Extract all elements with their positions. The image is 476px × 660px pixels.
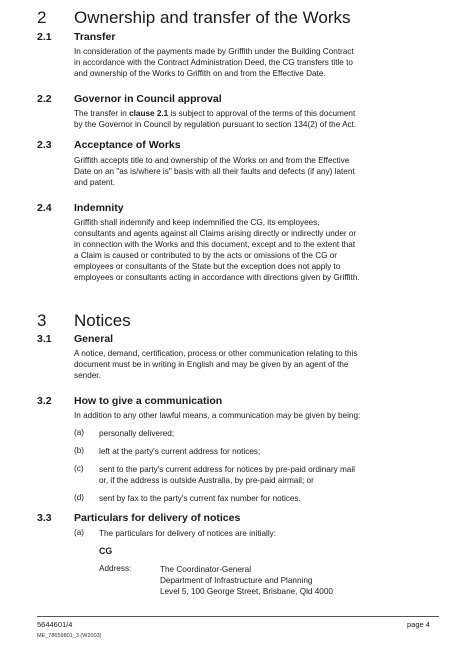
clause-number: 3.1 [37, 333, 52, 345]
body-line: in connection with the Works and this document, except and to the extent that [74, 240, 356, 249]
footer-rule [37, 616, 439, 617]
body-line: and patent. [74, 178, 115, 187]
clause-title: Particulars for delivery of notices [74, 512, 241, 524]
body-line: and ownership of the Works to Griffith on and from the Effective Date. [74, 69, 326, 78]
clause-number: 3.3 [37, 512, 52, 524]
list-item [99, 464, 409, 486]
list-item: left at the party's current address for notices; [99, 447, 261, 456]
body-text: The transfer in [74, 109, 130, 118]
list-item-line: or, if the address is outside Australia, by pre-paid airmail; or [99, 476, 314, 485]
clause-title: How to give a communication [74, 395, 223, 407]
body-line: a Claim is caused or contributed to by the acts or omissions of the CG or [74, 251, 338, 260]
body-line: In consideration of the payments made by Griffith under the Building Contract [74, 47, 354, 56]
clause-body [74, 155, 409, 188]
body-line: in accordance with the Contract Administration Deed, the CG transfers title to [74, 58, 353, 67]
clause-body [74, 108, 409, 130]
clause-title: Acceptance of Works [74, 139, 181, 151]
address-line: The Coordinator-General [160, 565, 252, 574]
clause-body [74, 46, 409, 79]
clause-number: 2.4 [37, 202, 52, 214]
list-marker: (a) [74, 528, 85, 537]
clause-intro: In addition to any other lawful means, a communication may be given by being: [74, 411, 361, 420]
section-number: 2 [37, 8, 47, 27]
list-marker: (b) [74, 446, 85, 455]
address-block [160, 564, 420, 597]
list-marker: (a) [74, 428, 85, 437]
body-line: Griffith shall indemnify and keep indemnified the CG, its employees, [74, 218, 320, 227]
body-line: Date on an "as is/where is" basis with all their faults and defects (if any) latent [74, 167, 355, 176]
clause-body [74, 217, 409, 283]
address-line: Department of Infrastructure and Planning [160, 576, 313, 585]
address-label: Address: [99, 564, 132, 573]
clause-title: Indemnity [74, 202, 124, 214]
body-line: Griffith accepts title to and ownership of the Works on and from the Effective [74, 156, 350, 165]
list-marker: (c) [74, 464, 84, 473]
party-name: CG [99, 546, 113, 556]
clause-number: 2.2 [37, 93, 52, 105]
body-text: is subject to approval of the terms of this document [168, 109, 356, 118]
list-marker: (d) [74, 493, 85, 502]
clause-title: Transfer [74, 31, 116, 43]
clause-title: Governor in Council approval [74, 93, 222, 105]
body-line: by the Governor in Council by regulation pursuant to section 134(2) of the Act. [74, 120, 357, 129]
body-line: employees or consultants acting in accordance with directions given by Griffith. [74, 273, 360, 282]
list-item: sent by fax to the party's current fax number for notices. [99, 494, 301, 503]
list-item: personally delivered; [99, 429, 175, 438]
body-line: A notice, demand, certification, process or other communication relating to this [74, 349, 358, 358]
clause-body [74, 348, 409, 381]
body-line: document must be in writing in English and may be given by an agent of the [74, 360, 349, 369]
clause-reference: clause 2.1 [129, 109, 169, 118]
clause-number: 2.1 [37, 31, 52, 43]
file-reference: ME_78659801_3 (W2003) [37, 633, 102, 639]
list-item-line: sent to the party's current address for notices by pre-paid ordinary mail [99, 465, 355, 474]
page-number: page 4 [407, 620, 430, 629]
section-title: Notices [74, 311, 131, 330]
section-number: 3 [37, 311, 47, 330]
clause-title: General [74, 333, 114, 345]
body-line: employees or consultants of the State but the exception does not apply to [74, 262, 341, 271]
document-reference: 5644601/4 [37, 620, 73, 629]
clause-number: 2.3 [37, 139, 52, 151]
body-line: consultants and agents against all Claims arising directly or indirectly under or [74, 229, 357, 238]
address-line: Level 5, 100 George Street, Brisbane, Qld 4000 [160, 587, 333, 596]
body-line: sender. [74, 371, 101, 380]
list-item: The particulars for delivery of notices are initially: [99, 529, 277, 538]
clause-number: 3.2 [37, 395, 52, 407]
body-line [74, 108, 409, 119]
section-title: Ownership and transfer of the Works [74, 8, 351, 27]
